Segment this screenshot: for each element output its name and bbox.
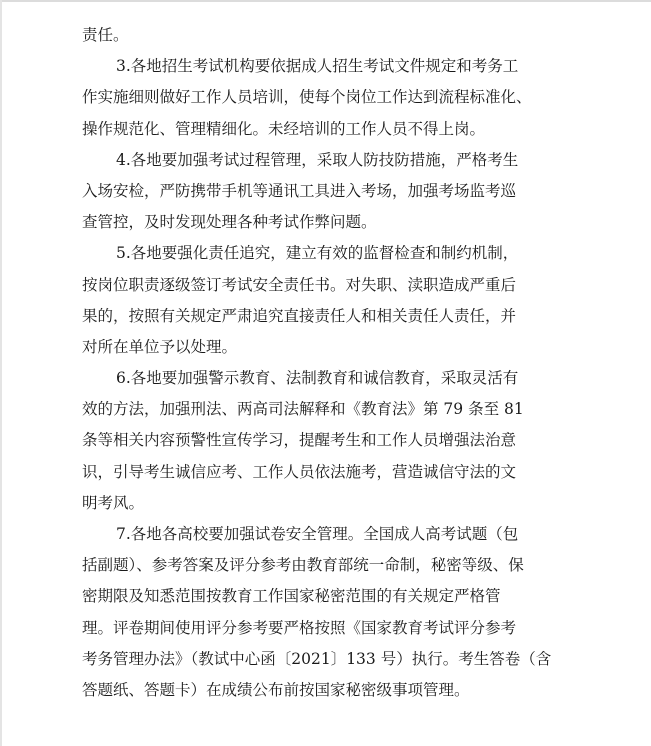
text-line: 明考风。 [82, 493, 145, 512]
text-line: 果的，按照有关规定严肃追究直接责任人和相关责任人责任，并 [82, 306, 517, 325]
text-line: 入场安检，严防携带手机等通讯工具进入考场，加强考场监考巡 [82, 181, 517, 200]
text-line: 责任。 [82, 26, 129, 44]
text-line: 5.各地要强化责任追究，建立有效的监督检查和制约机制， [116, 244, 519, 263]
text-line: 3.各地招生考试机构要依据成人招生考试文件规定和考务工 [116, 57, 519, 76]
page-left-edge [0, 0, 2, 746]
text-line: 7.各地各高校要加强试卷安全管理。全国成人高考试题（包 [116, 525, 519, 543]
paragraph-continuation [82, 20, 582, 51]
text-line: 条等相关内容预警性宣传学习，提醒考生和工作人员增强法治意 [82, 431, 517, 450]
text-line: 6.各地要加强警示教育、法制教育和诚信教育，采取灵活有 [116, 369, 519, 388]
paragraph-item-4 [82, 145, 582, 239]
text-line: 4.各地要加强考试过程管理，采取人防技防措施，严格考生 [116, 150, 519, 169]
text-line: 对所在单位予以处理。 [82, 337, 238, 356]
text-line: 效的方法，加强刑法、两高司法解释和《教育法》第 79 条至 81 [82, 400, 524, 419]
text-line: 括副题）、参考答案及评分参考由教育部统一命制，秘密等级、保 [82, 556, 524, 575]
text-line: 作实施细则做好工作人员培训，使每个岗位工作达到流程标准化、 [82, 88, 532, 107]
text-line: 考务管理办法》（教试中心函〔2021〕133 号）执行。考生答卷（含 [82, 649, 552, 668]
text-line: 理。评卷期间使用评分参考要严格按照《国家教育考试评分参考 [82, 618, 517, 637]
document-body [82, 20, 582, 706]
text-line: 答题纸、答题卡）在成绩公布前按国家秘密级事项管理。 [82, 680, 470, 699]
paragraph-item-5 [82, 238, 582, 363]
text-line: 查管控，及时发现处理各种考试作弊问题。 [82, 213, 377, 232]
text-line: 识，引导考生诚信应考、工作人员依法施考，营造诚信守法的文 [82, 462, 517, 481]
paragraph-item-7 [82, 519, 582, 706]
paragraph-item-3 [82, 51, 582, 145]
page-top-edge [0, 0, 651, 2]
paragraph-item-6 [82, 363, 582, 519]
text-line: 操作规范化、管理精细化。未经培训的工作人员不得上岗。 [82, 119, 486, 138]
text-line: 密期限及知悉范围按教育工作国家秘密范围的有关规定严格管 [82, 587, 501, 606]
text-line: 按岗位职责逐级签订考试安全责任书。对失职、渎职造成严重后 [82, 275, 517, 294]
